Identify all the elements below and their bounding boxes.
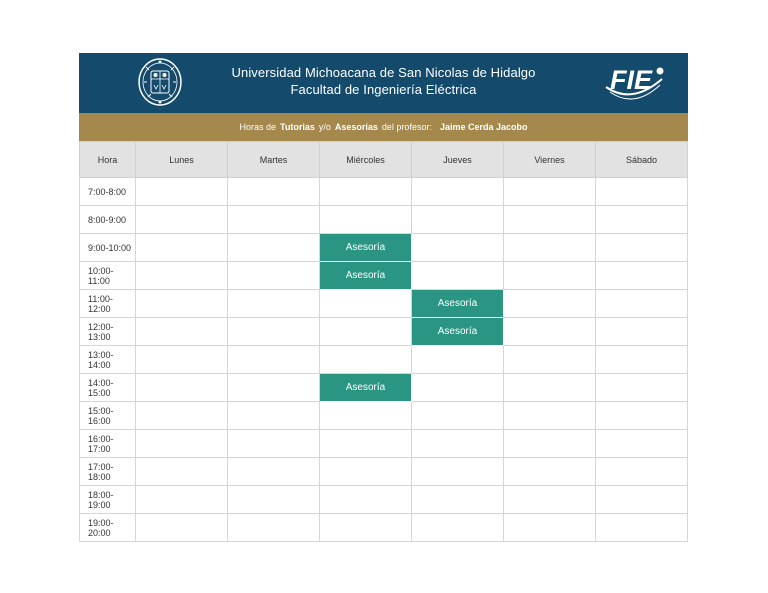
empty-slot xyxy=(504,290,596,318)
hour-cell: 13:00-14:00 xyxy=(80,346,136,374)
empty-slot xyxy=(412,374,504,402)
table-row xyxy=(80,402,688,430)
hour-cell: 15:00-16:00 xyxy=(80,402,136,430)
empty-slot xyxy=(412,486,504,514)
empty-slot xyxy=(596,346,688,374)
empty-slot xyxy=(136,234,228,262)
empty-slot xyxy=(504,402,596,430)
hour-cell: 17:00-18:00 xyxy=(80,458,136,486)
hour-cell: 18:00-19:00 xyxy=(80,486,136,514)
empty-slot xyxy=(596,402,688,430)
empty-slot xyxy=(412,514,504,542)
empty-slot xyxy=(596,178,688,206)
empty-slot xyxy=(412,234,504,262)
empty-slot xyxy=(320,402,412,430)
table-row xyxy=(80,486,688,514)
hour-cell: 19:00-20:00 xyxy=(80,514,136,542)
subtitle-prefix: Horas de xyxy=(239,122,277,132)
asesoria-slot: Asesoría xyxy=(320,374,412,402)
empty-slot xyxy=(320,318,412,346)
empty-slot xyxy=(320,486,412,514)
professor-banner xyxy=(79,113,688,141)
table-row xyxy=(80,178,688,206)
empty-slot xyxy=(412,262,504,290)
empty-slot xyxy=(320,346,412,374)
empty-slot xyxy=(228,486,320,514)
empty-slot xyxy=(320,290,412,318)
empty-slot xyxy=(136,514,228,542)
table-row xyxy=(80,430,688,458)
empty-slot xyxy=(504,514,596,542)
empty-slot xyxy=(136,430,228,458)
empty-slot xyxy=(228,178,320,206)
column-header-miercoles: Miércoles xyxy=(320,142,412,178)
empty-slot xyxy=(504,206,596,234)
empty-slot xyxy=(320,514,412,542)
empty-slot xyxy=(596,234,688,262)
empty-slot xyxy=(136,290,228,318)
empty-slot xyxy=(596,206,688,234)
table-row xyxy=(80,514,688,542)
column-header-jueves: Jueves xyxy=(412,142,504,178)
empty-slot xyxy=(320,458,412,486)
empty-slot xyxy=(596,318,688,346)
empty-slot xyxy=(504,430,596,458)
empty-slot xyxy=(228,318,320,346)
table-row xyxy=(80,206,688,234)
subtitle-label: del profesor: xyxy=(381,122,432,132)
fie-logo-icon xyxy=(602,61,668,103)
empty-slot xyxy=(136,318,228,346)
empty-slot xyxy=(228,206,320,234)
subtitle-tutorias: Tutorias xyxy=(280,122,315,132)
empty-slot xyxy=(412,178,504,206)
empty-slot xyxy=(504,374,596,402)
table-row xyxy=(80,346,688,374)
empty-slot xyxy=(412,206,504,234)
table-row xyxy=(80,234,688,262)
empty-slot xyxy=(136,206,228,234)
empty-slot xyxy=(504,346,596,374)
fie-logo-text: FIE xyxy=(610,65,653,95)
empty-slot xyxy=(228,402,320,430)
column-header-viernes: Viernes xyxy=(504,142,596,178)
table-row xyxy=(80,458,688,486)
empty-slot xyxy=(136,178,228,206)
empty-slot xyxy=(228,458,320,486)
empty-slot xyxy=(228,262,320,290)
empty-slot xyxy=(504,178,596,206)
table-row xyxy=(80,318,688,346)
header-banner xyxy=(79,53,688,113)
faculty-name: Facultad de Ingeniería Eléctrica xyxy=(290,82,477,97)
empty-slot xyxy=(228,346,320,374)
empty-slot xyxy=(228,234,320,262)
table-row xyxy=(80,262,688,290)
empty-slot xyxy=(596,374,688,402)
empty-slot xyxy=(504,458,596,486)
empty-slot xyxy=(412,346,504,374)
university-seal-icon xyxy=(136,57,184,107)
hour-cell: 14:00-15:00 xyxy=(80,374,136,402)
empty-slot xyxy=(596,514,688,542)
empty-slot xyxy=(596,458,688,486)
empty-slot xyxy=(228,514,320,542)
asesoria-slot: Asesoría xyxy=(412,318,504,346)
column-header-martes: Martes xyxy=(228,142,320,178)
empty-slot xyxy=(136,486,228,514)
empty-slot xyxy=(504,234,596,262)
empty-slot xyxy=(504,318,596,346)
hour-cell: 7:00-8:00 xyxy=(80,178,136,206)
empty-slot xyxy=(228,374,320,402)
empty-slot xyxy=(136,374,228,402)
hour-cell: 11:00-12:00 xyxy=(80,290,136,318)
university-name: Universidad Michoacana de San Nicolas de Hidalgo xyxy=(231,65,536,80)
hour-cell: 9:00-10:00 xyxy=(80,234,136,262)
empty-slot xyxy=(504,486,596,514)
subtitle-asesorias: Asesorías xyxy=(334,122,378,132)
empty-slot xyxy=(504,262,596,290)
asesoria-slot: Asesoría xyxy=(320,234,412,262)
empty-slot xyxy=(320,430,412,458)
column-header-lunes: Lunes xyxy=(136,142,228,178)
empty-slot xyxy=(136,346,228,374)
table-row xyxy=(80,374,688,402)
table-row xyxy=(80,290,688,318)
schedule-table xyxy=(79,141,688,542)
empty-slot xyxy=(228,430,320,458)
asesoria-slot: Asesoría xyxy=(412,290,504,318)
empty-slot xyxy=(596,290,688,318)
empty-slot xyxy=(412,402,504,430)
empty-slot xyxy=(412,458,504,486)
empty-slot xyxy=(596,486,688,514)
hour-cell: 12:00-13:00 xyxy=(80,318,136,346)
column-header-hora: Hora xyxy=(80,142,136,178)
schedule-sheet xyxy=(79,53,688,542)
subtitle-connector: y/o xyxy=(318,122,331,132)
asesoria-slot: Asesoría xyxy=(320,262,412,290)
empty-slot xyxy=(320,206,412,234)
empty-slot xyxy=(136,458,228,486)
empty-slot xyxy=(596,430,688,458)
empty-slot xyxy=(596,262,688,290)
table-header-row xyxy=(80,142,688,178)
hour-cell: 8:00-9:00 xyxy=(80,206,136,234)
empty-slot xyxy=(412,430,504,458)
professor-name: Jaime Cerda Jacobo xyxy=(439,122,528,132)
empty-slot xyxy=(136,402,228,430)
header-titles xyxy=(189,64,578,98)
hour-cell: 10:00-11:00 xyxy=(80,262,136,290)
column-header-sabado: Sábado xyxy=(596,142,688,178)
empty-slot xyxy=(320,178,412,206)
empty-slot xyxy=(136,262,228,290)
hour-cell: 16:00-17:00 xyxy=(80,430,136,458)
empty-slot xyxy=(228,290,320,318)
